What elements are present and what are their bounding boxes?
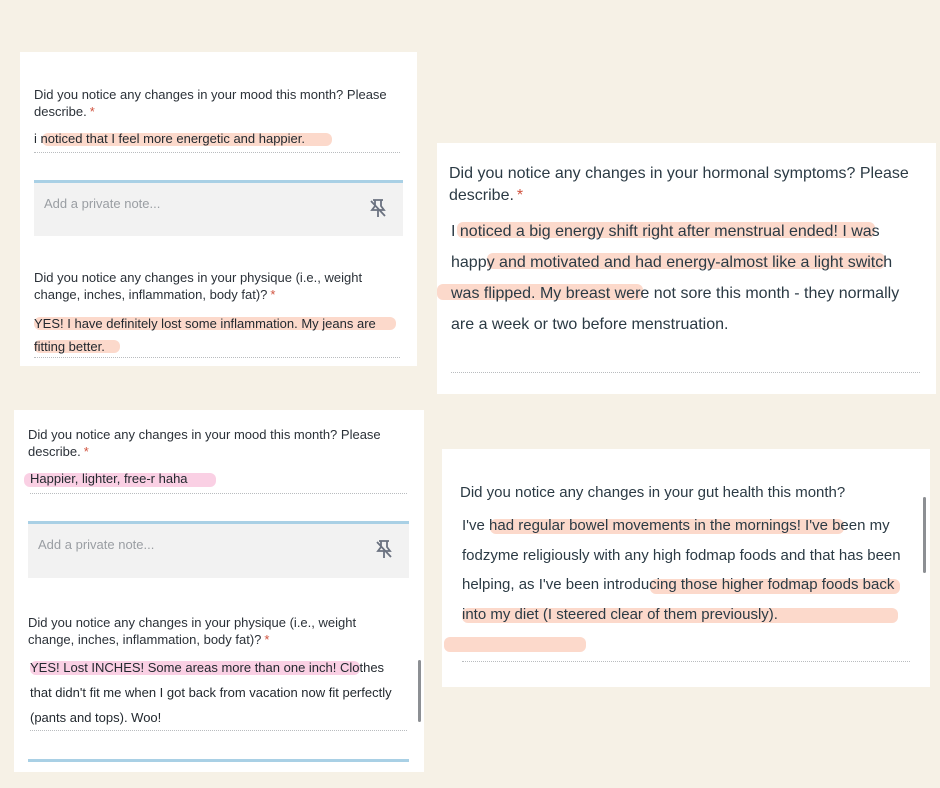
- required-mark: *: [89, 104, 95, 119]
- answer-physique-field[interactable]: YES! Lost INCHES! Some areas more than one inch! Clothes that didn't fit me when I got back from vacation now fit perfectly (pants and tops). Woo!: [30, 655, 407, 731]
- unpin-icon[interactable]: [369, 198, 387, 218]
- next-note-border: [28, 759, 409, 762]
- question-physique: Did you notice any changes in your physique (i.e., weight change, inches, inflammation, body fat)? *: [28, 615, 357, 647]
- answer-hormonal-field[interactable]: I noticed a big energy shift right after menstrual ended! I was happy and motivated and had energy-almost like a light switch was flipped. My breast were not sore this month - they normally are a week or two before menstruation.: [451, 216, 920, 373]
- scrollbar[interactable]: [923, 497, 926, 573]
- card-hormonal: [437, 143, 936, 394]
- answer-gut-health-field[interactable]: I've had regular bowel movements in the mornings! I've been my fodzyme religiously with any high fodmap foods and that has been helping, as I've been introducing those higher fodmap foods back into my diet (I steered clear of them previously).: [462, 511, 910, 662]
- required-mark: *: [83, 444, 89, 459]
- note-placeholder: Add a private note...: [38, 537, 155, 552]
- card-mood-1: [20, 52, 417, 366]
- question-physique: Did you notice any changes in your physique (i.e., weight change, inches, inflammation, body fat)? *: [34, 270, 363, 302]
- answer-mood-field[interactable]: Happier, lighter, free-r haha: [30, 470, 407, 494]
- unpin-icon[interactable]: [375, 539, 393, 559]
- answer-mood-field[interactable]: i noticed that I feel more energetic and happier.: [34, 130, 400, 153]
- question-gut-health: Did you notice any changes in your gut health this month?: [460, 484, 846, 501]
- card-mood-2: [14, 410, 424, 772]
- note-placeholder: Add a private note...: [44, 196, 161, 211]
- highlight: [444, 637, 586, 652]
- answer-physique-field[interactable]: YES! I have definitely lost some inflammation. My jeans are fitting better.: [34, 312, 400, 358]
- private-note-field[interactable]: [28, 521, 409, 578]
- question-hormonal: Did you notice any changes in your hormonal symptoms? Please describe. *: [449, 165, 909, 204]
- required-mark: *: [264, 632, 270, 647]
- required-mark: *: [516, 187, 524, 204]
- question-mood: Did you notice any changes in your mood this month? Please describe. *: [28, 427, 381, 459]
- card-gut-health: [442, 449, 930, 687]
- question-mood: Did you notice any changes in your mood this month? Please describe. *: [34, 87, 387, 119]
- scrollbar[interactable]: [418, 660, 421, 722]
- required-mark: *: [270, 287, 276, 302]
- private-note-field[interactable]: [34, 180, 403, 236]
